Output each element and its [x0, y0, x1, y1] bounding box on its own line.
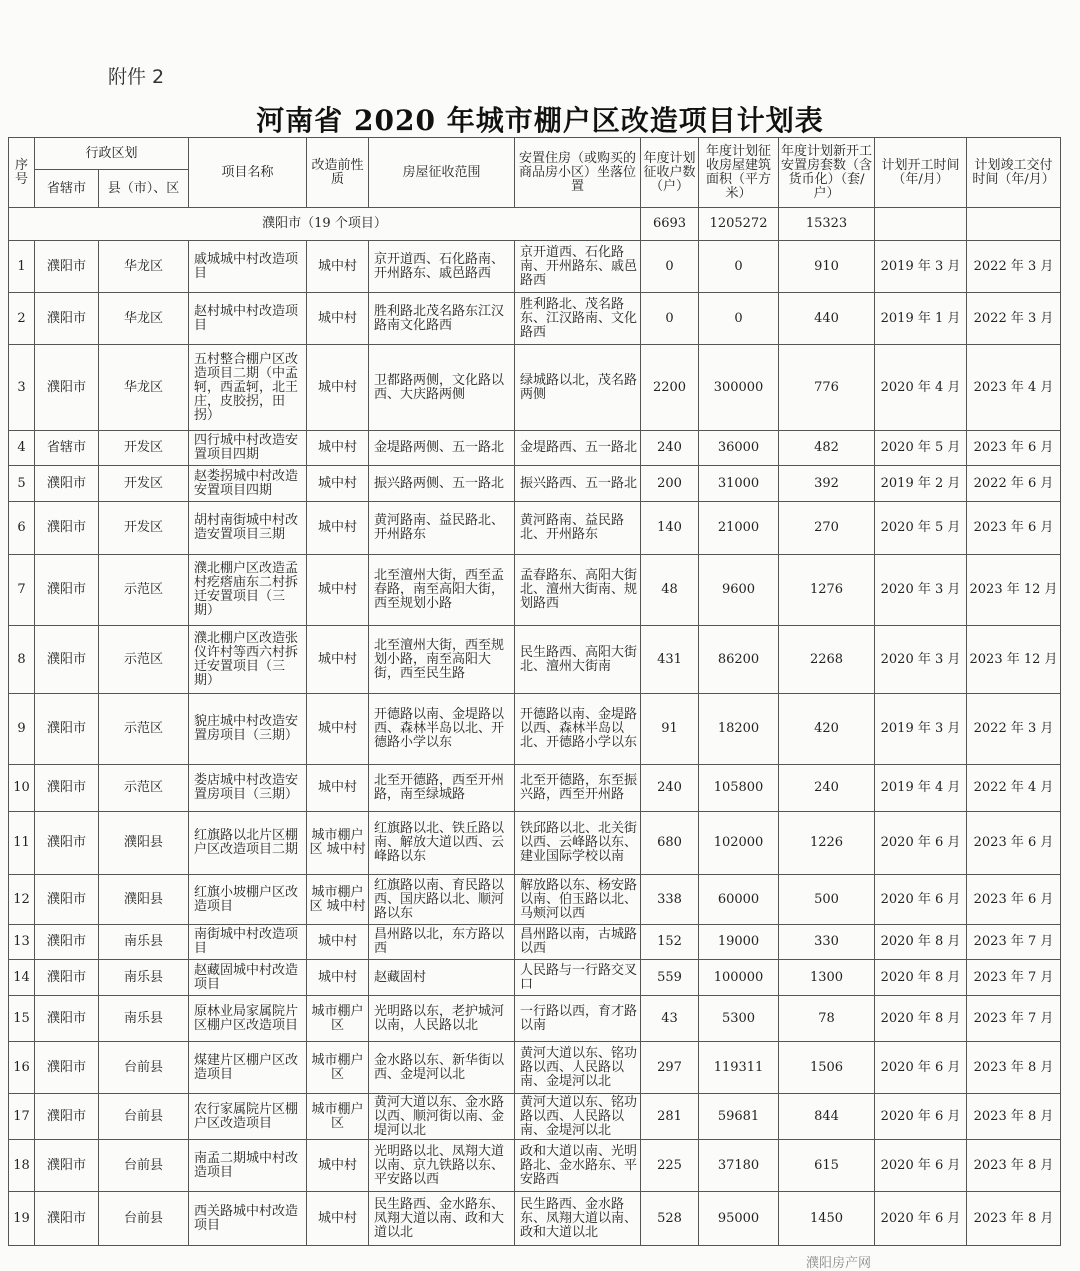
- row-start-time: 2020 年 5 月: [875, 431, 967, 466]
- row-new-units: 500: [779, 875, 875, 925]
- summary-area: 1205272: [699, 208, 779, 241]
- row-project-name: 农行家属院片区棚户区改造项目: [189, 1094, 307, 1140]
- row-new-units: 910: [779, 241, 875, 293]
- header-city: 省辖市: [35, 170, 99, 208]
- row-city: 濮阳市: [35, 996, 99, 1042]
- table-row: [9, 555, 1061, 626]
- row-location: 北至开德路，东至振兴路，西至开州路: [515, 765, 641, 812]
- row-scope: 京开道西、石化路南、开州路东、戚邑路西: [369, 241, 515, 293]
- row-project-name: 四行城中村改造安置项目四期: [189, 431, 307, 466]
- row-new-units: 78: [779, 996, 875, 1042]
- row-county: 示范区: [99, 694, 189, 765]
- row-households: 48: [641, 555, 699, 626]
- summary-row: [9, 208, 1061, 241]
- row-start-time: 2019 年 1 月: [875, 293, 967, 345]
- table-row: [9, 345, 1061, 431]
- row-city: 濮阳市: [35, 626, 99, 694]
- row-nature: 城市棚户区: [307, 1042, 369, 1094]
- row-start-time: 2020 年 6 月: [875, 1192, 967, 1246]
- row-seq: 11: [9, 812, 35, 875]
- row-city: 濮阳市: [35, 293, 99, 345]
- row-new-units: 1450: [779, 1192, 875, 1246]
- row-nature: 城中村: [307, 241, 369, 293]
- table-row: [9, 502, 1061, 555]
- row-new-units: 482: [779, 431, 875, 466]
- row-seq: 4: [9, 431, 35, 466]
- row-county: 示范区: [99, 765, 189, 812]
- row-scope: 光明路以东，老护城河以南，人民路以北: [369, 996, 515, 1042]
- row-households: 281: [641, 1094, 699, 1140]
- header-project-name: 项目名称: [189, 138, 307, 208]
- row-start-time: 2020 年 6 月: [875, 1042, 967, 1094]
- summary-end-empty: [967, 208, 1061, 241]
- row-scope: 红旗路以南、育民路以西、国庆路以北、顺河路以东: [369, 875, 515, 925]
- table-row: [9, 1094, 1061, 1140]
- row-location: 金堤路西、五一路北: [515, 431, 641, 466]
- row-completion-time: 2023 年 6 月: [967, 812, 1061, 875]
- header-nature: 改造前性质: [307, 138, 369, 208]
- row-location: 开德路以南、金堤路以西、森林半岛以北、开德路小学以东: [515, 694, 641, 765]
- table-row: [9, 241, 1061, 293]
- row-households: 431: [641, 626, 699, 694]
- row-completion-time: 2023 年 8 月: [967, 1140, 1061, 1192]
- row-county: 濮阳县: [99, 875, 189, 925]
- row-nature: 城中村: [307, 694, 369, 765]
- row-scope: 昌州路以北，东方路以西: [369, 925, 515, 960]
- row-new-units: 440: [779, 293, 875, 345]
- row-city: 濮阳市: [35, 555, 99, 626]
- row-start-time: 2020 年 3 月: [875, 555, 967, 626]
- row-project-name: 娄店城中村改造安置房项目（三期）: [189, 765, 307, 812]
- row-county: 华龙区: [99, 345, 189, 431]
- row-county: 南乐县: [99, 925, 189, 960]
- row-scope: 胜利路北茂名路东江汉路南文化路西: [369, 293, 515, 345]
- table-row: [9, 1042, 1061, 1094]
- row-city: 濮阳市: [35, 812, 99, 875]
- row-start-time: 2019 年 3 月: [875, 694, 967, 765]
- row-scope: 北至澶州大街，西至孟春路，南至高阳大街，西至规划小路: [369, 555, 515, 626]
- row-start-time: 2020 年 8 月: [875, 960, 967, 996]
- row-nature: 城中村: [307, 1140, 369, 1192]
- row-households: 240: [641, 431, 699, 466]
- row-area: 36000: [699, 431, 779, 466]
- row-start-time: 2020 年 4 月: [875, 345, 967, 431]
- header-households: 年度计划征收户数（户）: [641, 138, 699, 208]
- row-nature: 城中村: [307, 1192, 369, 1246]
- row-completion-time: 2023 年 12 月: [967, 555, 1061, 626]
- row-new-units: 776: [779, 345, 875, 431]
- row-project-name: 煤建片区棚户区改造项目: [189, 1042, 307, 1094]
- header-new-units: 年度计划新开工安置房套数（含货币化）（套/户）: [779, 138, 875, 208]
- row-county: 示范区: [99, 555, 189, 626]
- table-row: [9, 694, 1061, 765]
- row-location: 振兴路西、五一路北: [515, 466, 641, 502]
- row-seq: 13: [9, 925, 35, 960]
- row-households: 2200: [641, 345, 699, 431]
- row-seq: 12: [9, 875, 35, 925]
- row-area: 0: [699, 293, 779, 345]
- row-project-name: 南孟二期城中村改造项目: [189, 1140, 307, 1192]
- row-completion-time: 2023 年 12 月: [967, 626, 1061, 694]
- row-county: 南乐县: [99, 996, 189, 1042]
- attachment-label: 附件 2: [108, 66, 165, 88]
- row-location: 民生路西、高阳大街北、澶州大街南: [515, 626, 641, 694]
- row-area: 100000: [699, 960, 779, 996]
- row-nature: 城中村: [307, 431, 369, 466]
- row-completion-time: 2023 年 8 月: [967, 1094, 1061, 1140]
- row-project-name: 貌庄城中村改造安置房项目（三期）: [189, 694, 307, 765]
- row-seq: 9: [9, 694, 35, 765]
- row-project-name: 胡村南街城中村改造安置项目三期: [189, 502, 307, 555]
- row-households: 152: [641, 925, 699, 960]
- row-county: 华龙区: [99, 293, 189, 345]
- row-county: 示范区: [99, 626, 189, 694]
- row-scope: 金水路以东、新华街以西、金堤河以北: [369, 1042, 515, 1094]
- row-area: 86200: [699, 626, 779, 694]
- row-seq: 2: [9, 293, 35, 345]
- row-households: 200: [641, 466, 699, 502]
- row-county: 开发区: [99, 431, 189, 466]
- row-start-time: 2020 年 8 月: [875, 996, 967, 1042]
- row-area: 37180: [699, 1140, 779, 1192]
- row-project-name: 赵藏固城中村改造项目: [189, 960, 307, 996]
- row-location: 解放路以东、杨安路以南、伯玉路以北、马颊河以西: [515, 875, 641, 925]
- row-city: 濮阳市: [35, 502, 99, 555]
- row-area: 102000: [699, 812, 779, 875]
- row-new-units: 1276: [779, 555, 875, 626]
- row-nature: 城中村: [307, 960, 369, 996]
- row-project-name: 戚城城中村改造项目: [189, 241, 307, 293]
- row-seq: 8: [9, 626, 35, 694]
- table-row: [9, 431, 1061, 466]
- row-new-units: 1226: [779, 812, 875, 875]
- row-scope: 红旗路以北、铁丘路以南、解放大道以西、云峰路以东: [369, 812, 515, 875]
- header-completion-time: 计划竣工交付时间（年/月）: [967, 138, 1061, 208]
- row-completion-time: 2022 年 3 月: [967, 293, 1061, 345]
- row-location: 胜利路北、茂名路东、江汉路南、文化路西: [515, 293, 641, 345]
- row-city: 省辖市: [35, 431, 99, 466]
- row-scope: 卫都路两侧，文化路以西、大庆路两侧: [369, 345, 515, 431]
- header-area: 年度计划征收房屋建筑面积（平方米）: [699, 138, 779, 208]
- row-area: 21000: [699, 502, 779, 555]
- row-area: 5300: [699, 996, 779, 1042]
- row-seq: 10: [9, 765, 35, 812]
- row-scope: 北至澶州大街，西至规划小路，南至高阳大街，西至民生路: [369, 626, 515, 694]
- row-completion-time: 2023 年 6 月: [967, 502, 1061, 555]
- row-households: 225: [641, 1140, 699, 1192]
- row-scope: 赵藏固村: [369, 960, 515, 996]
- header-admin-region: 行政区划: [35, 138, 189, 170]
- row-completion-time: 2023 年 8 月: [967, 1192, 1061, 1246]
- row-project-name: 濮北棚户区改造孟村疙瘩庙东二村拆迁安置项目（三期）: [189, 555, 307, 626]
- document-title: 河南省 2020 年城市棚户区改造项目计划表: [256, 104, 824, 137]
- row-households: 528: [641, 1192, 699, 1246]
- row-seq: 17: [9, 1094, 35, 1140]
- row-location: 绿城路以北，茂名路两侧: [515, 345, 641, 431]
- project-plan-table: [8, 137, 1061, 1246]
- watermark-text: 濮阳房产网: [806, 1256, 872, 1271]
- row-location: 一行路以西，育才路以南: [515, 996, 641, 1042]
- table-row: [9, 1192, 1061, 1246]
- row-completion-time: 2022 年 3 月: [967, 694, 1061, 765]
- row-new-units: 330: [779, 925, 875, 960]
- row-nature: 城中村: [307, 293, 369, 345]
- row-county: 台前县: [99, 1192, 189, 1246]
- row-nature: 城市棚户区: [307, 996, 369, 1042]
- table-row: [9, 293, 1061, 345]
- row-nature: 城市棚户区: [307, 1094, 369, 1140]
- row-project-name: 濮北棚户区改造张仪许村等西六村拆迁安置项目（三期）: [189, 626, 307, 694]
- row-area: 60000: [699, 875, 779, 925]
- row-project-name: 五村整合棚户区改造项目二期（中孟轲，西孟轲，北王庄，皮胶拐，田拐）: [189, 345, 307, 431]
- row-seq: 15: [9, 996, 35, 1042]
- row-scope: 金堤路两侧、五一路北: [369, 431, 515, 466]
- row-completion-time: 2023 年 7 月: [967, 960, 1061, 996]
- row-scope: 北至开德路，西至开州路，南至绿城路: [369, 765, 515, 812]
- row-area: 9600: [699, 555, 779, 626]
- row-seq: 18: [9, 1140, 35, 1192]
- row-completion-time: 2023 年 7 月: [967, 925, 1061, 960]
- row-area: 31000: [699, 466, 779, 502]
- row-area: 119311: [699, 1042, 779, 1094]
- row-nature: 城中村: [307, 502, 369, 555]
- row-city: 濮阳市: [35, 875, 99, 925]
- row-scope: 开德路以南、金堤路以西、森林半岛以北、开德路小学以东: [369, 694, 515, 765]
- row-seq: 6: [9, 502, 35, 555]
- row-seq: 14: [9, 960, 35, 996]
- row-area: 95000: [699, 1192, 779, 1246]
- row-location: 京开道西、石化路南、开州路东、戚邑路西: [515, 241, 641, 293]
- row-city: 濮阳市: [35, 466, 99, 502]
- row-nature: 城中村: [307, 345, 369, 431]
- row-new-units: 240: [779, 765, 875, 812]
- header-resettlement-location: 安置住房（或购买的商品房小区）坐落位置: [515, 138, 641, 208]
- row-seq: 1: [9, 241, 35, 293]
- row-completion-time: 2022 年 6 月: [967, 466, 1061, 502]
- row-area: 59681: [699, 1094, 779, 1140]
- table-row: [9, 765, 1061, 812]
- table-row: [9, 996, 1061, 1042]
- row-location: 黄河大道以东、铭功路以西、人民路以南、金堤河以北: [515, 1042, 641, 1094]
- row-completion-time: 2022 年 4 月: [967, 765, 1061, 812]
- row-new-units: 1300: [779, 960, 875, 996]
- row-project-name: 红旗路以北片区棚户区改造项目二期: [189, 812, 307, 875]
- row-new-units: 270: [779, 502, 875, 555]
- header-expropriation-scope: 房屋征收范围: [369, 138, 515, 208]
- header-county: 县（市）、区: [99, 170, 189, 208]
- row-seq: 19: [9, 1192, 35, 1246]
- row-county: 台前县: [99, 1140, 189, 1192]
- summary-label: 濮阳市（19 个项目）: [9, 208, 641, 241]
- row-project-name: 红旗小坡棚户区改造项目: [189, 875, 307, 925]
- summary-new-units: 15323: [779, 208, 875, 241]
- row-start-time: 2019 年 3 月: [875, 241, 967, 293]
- row-nature: 城中村: [307, 765, 369, 812]
- row-households: 338: [641, 875, 699, 925]
- table-row: [9, 875, 1061, 925]
- row-county: 开发区: [99, 466, 189, 502]
- row-nature: 城市棚户区 城中村: [307, 875, 369, 925]
- table-row: [9, 812, 1061, 875]
- row-city: 濮阳市: [35, 1192, 99, 1246]
- row-county: 华龙区: [99, 241, 189, 293]
- row-start-time: 2020 年 6 月: [875, 1094, 967, 1140]
- row-nature: 城中村: [307, 466, 369, 502]
- row-start-time: 2020 年 8 月: [875, 925, 967, 960]
- header-row-1: [9, 138, 1061, 170]
- row-scope: 民生路西、金水路东、凤翔大道以南、政和大道以北: [369, 1192, 515, 1246]
- row-new-units: 2268: [779, 626, 875, 694]
- row-location: 孟春路东、高阳大街北、澶州大街南、规划路西: [515, 555, 641, 626]
- row-start-time: 2019 年 4 月: [875, 765, 967, 812]
- row-households: 0: [641, 293, 699, 345]
- row-scope: 振兴路两侧、五一路北: [369, 466, 515, 502]
- row-households: 240: [641, 765, 699, 812]
- row-city: 濮阳市: [35, 1042, 99, 1094]
- table-row: [9, 925, 1061, 960]
- row-county: 濮阳县: [99, 812, 189, 875]
- row-city: 濮阳市: [35, 241, 99, 293]
- row-new-units: 1506: [779, 1042, 875, 1094]
- row-start-time: 2020 年 6 月: [875, 1140, 967, 1192]
- row-start-time: 2019 年 2 月: [875, 466, 967, 502]
- row-scope: 黄河大道以东、金水路以西、顺河街以南、金堤河以北: [369, 1094, 515, 1140]
- row-city: 濮阳市: [35, 765, 99, 812]
- row-city: 濮阳市: [35, 694, 99, 765]
- row-project-name: 赵村城中村改造项目: [189, 293, 307, 345]
- row-nature: 城中村: [307, 626, 369, 694]
- row-new-units: 420: [779, 694, 875, 765]
- row-county: 台前县: [99, 1042, 189, 1094]
- table-row: [9, 960, 1061, 996]
- row-location: 昌州路以南，古城路以西: [515, 925, 641, 960]
- table-row: [9, 1140, 1061, 1192]
- row-start-time: 2020 年 3 月: [875, 626, 967, 694]
- row-completion-time: 2023 年 6 月: [967, 875, 1061, 925]
- row-location: 黄河路南、益民路北、开州路东: [515, 502, 641, 555]
- row-area: 0: [699, 241, 779, 293]
- row-completion-time: 2023 年 6 月: [967, 431, 1061, 466]
- row-nature: 城中村: [307, 925, 369, 960]
- row-location: 政和大道以南、光明路北、金水路东、平安路西: [515, 1140, 641, 1192]
- row-start-time: 2020 年 5 月: [875, 502, 967, 555]
- row-nature: 城市棚户区 城中村: [307, 812, 369, 875]
- row-location: 铁邱路以北、北关街以西、云峰路以东、建业国际学校以南: [515, 812, 641, 875]
- row-start-time: 2020 年 6 月: [875, 812, 967, 875]
- row-nature: 城中村: [307, 555, 369, 626]
- row-project-name: 西关路城中村改造项目: [189, 1192, 307, 1246]
- table-row: [9, 626, 1061, 694]
- row-city: 濮阳市: [35, 1094, 99, 1140]
- row-seq: 5: [9, 466, 35, 502]
- row-new-units: 844: [779, 1094, 875, 1140]
- row-location: 民生路西、金水路东、凤翔大道以南、政和大道以北: [515, 1192, 641, 1246]
- row-completion-time: 2023 年 4 月: [967, 345, 1061, 431]
- row-start-time: 2020 年 6 月: [875, 875, 967, 925]
- header-seq: 序号: [9, 138, 35, 208]
- row-area: 105800: [699, 765, 779, 812]
- row-seq: 16: [9, 1042, 35, 1094]
- row-completion-time: 2023 年 8 月: [967, 1042, 1061, 1094]
- row-county: 台前县: [99, 1094, 189, 1140]
- row-households: 0: [641, 241, 699, 293]
- summary-households: 6693: [641, 208, 699, 241]
- row-project-name: 南街城中村改造项目: [189, 925, 307, 960]
- row-seq: 3: [9, 345, 35, 431]
- row-area: 19000: [699, 925, 779, 960]
- row-area: 300000: [699, 345, 779, 431]
- row-new-units: 392: [779, 466, 875, 502]
- row-households: 680: [641, 812, 699, 875]
- row-new-units: 615: [779, 1140, 875, 1192]
- header-start-time: 计划开工时间（年/月）: [875, 138, 967, 208]
- row-city: 濮阳市: [35, 1140, 99, 1192]
- row-seq: 7: [9, 555, 35, 626]
- row-households: 140: [641, 502, 699, 555]
- summary-start-empty: [875, 208, 967, 241]
- row-county: 南乐县: [99, 960, 189, 996]
- row-completion-time: 2022 年 3 月: [967, 241, 1061, 293]
- row-city: 濮阳市: [35, 925, 99, 960]
- row-county: 开发区: [99, 502, 189, 555]
- row-location: 黄河大道以东、铭功路以西、人民路以南、金堤河以北: [515, 1094, 641, 1140]
- row-households: 559: [641, 960, 699, 996]
- row-completion-time: 2023 年 7 月: [967, 996, 1061, 1042]
- row-households: 91: [641, 694, 699, 765]
- row-households: 43: [641, 996, 699, 1042]
- row-city: 濮阳市: [35, 960, 99, 996]
- row-city: 濮阳市: [35, 345, 99, 431]
- row-location: 人民路与一行路交叉口: [515, 960, 641, 996]
- row-households: 297: [641, 1042, 699, 1094]
- table-row: [9, 466, 1061, 502]
- row-project-name: 赵娄拐城中村改造安置项目四期: [189, 466, 307, 502]
- row-project-name: 原林业局家属院片区棚户区改造项目: [189, 996, 307, 1042]
- row-area: 18200: [699, 694, 779, 765]
- row-scope: 黄河路南、益民路北、开州路东: [369, 502, 515, 555]
- row-scope: 光明路以北、凤翔大道以南、京九铁路以东、平安路以西: [369, 1140, 515, 1192]
